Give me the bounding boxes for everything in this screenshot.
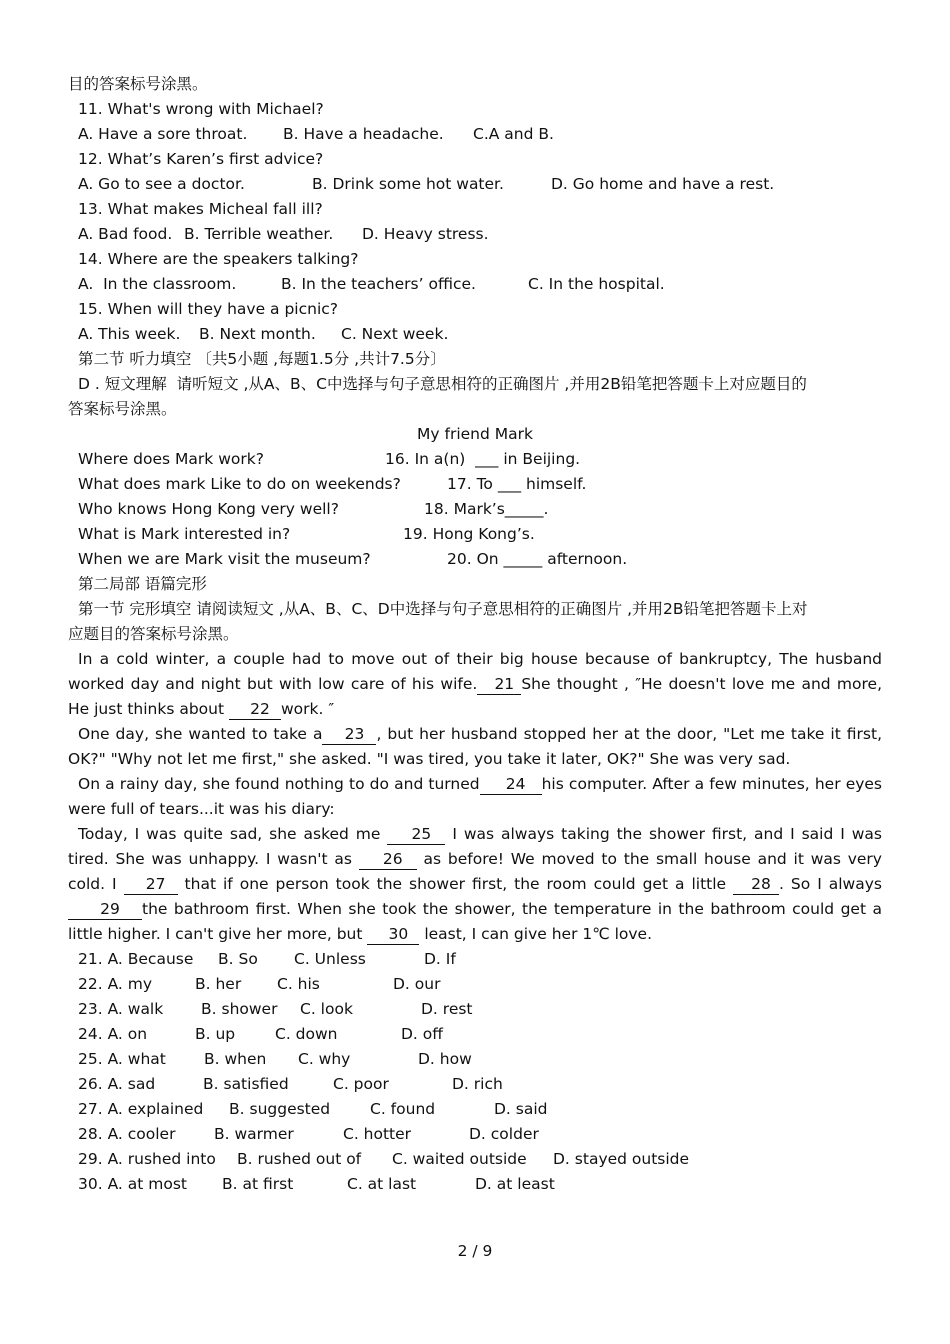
- cloze-instruction: 第一节 完形填空 请阅读短文 ,从A、B、C、D中选择与句子意思相符的正确图片 ,并用2B铅笔把答题卡上对: [78, 600, 808, 618]
- passage-text: his computer. After a few minutes, her eyes were full of tears...it was his diary:: [68, 775, 883, 818]
- cloze-options-25: [68, 1047, 882, 1072]
- option: B. at first: [222, 1175, 294, 1193]
- option: D. stayed outside: [553, 1150, 690, 1168]
- table-answer: 18. Mark’s_____.: [424, 500, 549, 518]
- passage-text: One day, she wanted to take a: [78, 725, 323, 743]
- option: B. So: [218, 950, 258, 968]
- table-question: What does mark Like to do on weekends?: [78, 475, 401, 493]
- cloze-options-21: [68, 947, 882, 972]
- option: C. found: [370, 1100, 436, 1118]
- blank-27: 27: [124, 874, 178, 895]
- options-12: [68, 172, 882, 197]
- blank-29: 29: [68, 899, 142, 920]
- instruction-tail: 目的答案标号涂黑。: [68, 75, 208, 93]
- options-14: [68, 272, 882, 297]
- option: C. look: [300, 1000, 353, 1018]
- cloze-options-26: [68, 1072, 882, 1097]
- option: B. Next month.: [199, 325, 316, 343]
- passage-paragraph: [68, 647, 882, 722]
- cloze-options-22: [68, 972, 882, 997]
- blank-25: 25: [387, 824, 445, 845]
- question-14: 14. Where are the speakers talking?: [78, 250, 359, 268]
- options-15: [68, 322, 882, 347]
- table-answer: 19. Hong Kong’s.: [403, 525, 535, 543]
- option: B. Drink some hot water.: [312, 175, 504, 193]
- option: B. shower: [201, 1000, 278, 1018]
- passage-text: the bathroom first. When she took the shower, the temperature in the bathroom could get a little higher. I can't give her more, but: [68, 900, 882, 943]
- table-question: When we are Mark visit the museum?: [78, 550, 371, 568]
- option: C. In the hospital.: [528, 275, 665, 293]
- table-row: [68, 522, 882, 547]
- passage-text: least, I can give her 1℃ love.: [419, 925, 652, 943]
- passage-text: that if one person took the shower first, the room could get a little: [177, 875, 734, 893]
- option: A. In the classroom.: [78, 275, 237, 293]
- option: D. rich: [452, 1075, 503, 1093]
- passage-text: On a rainy day, she found nothing to do and turned: [78, 775, 480, 793]
- table-question: Who knows Hong Kong very well?: [78, 500, 339, 518]
- option: B. up: [195, 1025, 236, 1043]
- passage-paragraph: [68, 722, 882, 772]
- option: 21. A. Because: [78, 950, 194, 968]
- options-11: [68, 122, 882, 147]
- option: 29. A. rushed into: [78, 1150, 216, 1168]
- option: 24. A. on: [78, 1025, 148, 1043]
- passage-text: , but her husband stopped her at the door, "Let me take it first, OK?" "Why not let me first," she asked. "I was tired, you take it later, OK?" She was very sad.: [68, 725, 883, 768]
- blank-21: 21: [477, 674, 521, 695]
- option: B. her: [195, 975, 242, 993]
- cloze-options-28: [68, 1122, 882, 1147]
- passage-text: She thought , ″He doesn't love me and more, He just thinks about: [68, 675, 882, 718]
- option: C. waited outside: [392, 1150, 527, 1168]
- option: D. at least: [475, 1175, 555, 1193]
- document-page: [68, 72, 882, 1197]
- table-answer: 17. To ___ himself.: [447, 475, 587, 493]
- cloze-options-27: [68, 1097, 882, 1122]
- cloze-options-23: [68, 997, 882, 1022]
- passage-text: . So I always: [779, 875, 882, 893]
- table-answer: 20. On _____ afternoon.: [447, 550, 628, 568]
- option: C. at last: [347, 1175, 417, 1193]
- option: A. This week.: [78, 325, 181, 343]
- option: C. Unless: [294, 950, 366, 968]
- passage-text: I was always taking the shower first, and I said I was tired. She was unhappy. I wasn't as: [68, 825, 883, 868]
- table-answer: 16. In a(n) ___ in Beijing.: [385, 450, 581, 468]
- passage-paragraph: [68, 772, 882, 822]
- passage-text: Today, I was quite sad, she asked me: [78, 825, 388, 843]
- option: C. Next week.: [341, 325, 449, 343]
- option: B. suggested: [229, 1100, 331, 1118]
- cloze-options-24: [68, 1022, 882, 1047]
- option: B. Have a headache.: [283, 125, 444, 143]
- cloze-options-30: [68, 1172, 882, 1197]
- passage-text: work. ″: [281, 700, 335, 718]
- cloze-instruction-cont: 应题目的答案标号涂黑。: [68, 625, 239, 643]
- option: 27. A. explained: [78, 1100, 204, 1118]
- blank-28: 28: [733, 874, 779, 895]
- option: D. how: [418, 1050, 472, 1068]
- option: D. Heavy stress.: [362, 225, 489, 243]
- option: D. our: [393, 975, 441, 993]
- option: C. why: [298, 1050, 351, 1068]
- blank-22: 22: [229, 699, 281, 720]
- table-row: [68, 547, 882, 572]
- option: A. Bad food.: [78, 225, 173, 243]
- option: 30. A. at most: [78, 1175, 187, 1193]
- option: D. colder: [469, 1125, 539, 1143]
- option: 22. A. my: [78, 975, 153, 993]
- option: 26. A. sad: [78, 1075, 156, 1093]
- table-row: [68, 497, 882, 522]
- passage-paragraph: [68, 822, 882, 947]
- option: 23. A. walk: [78, 1000, 164, 1018]
- option: D. rest: [421, 1000, 473, 1018]
- blank-26: 26: [359, 849, 417, 870]
- blank-30: 30: [367, 924, 419, 945]
- cloze-options-29: [68, 1147, 882, 1172]
- option: C. poor: [333, 1075, 389, 1093]
- option: D. Go home and have a rest.: [551, 175, 775, 193]
- blank-24: 24: [480, 774, 542, 795]
- page-number: 2 / 9: [457, 1242, 493, 1260]
- option: D. off: [401, 1025, 443, 1043]
- passage-text: In a cold winter, a couple had to move out of their big house because of bankruptcy, The husband worked day and night but with low care of his wife.: [68, 650, 882, 693]
- blank-23: 23: [322, 724, 376, 745]
- section-heading: 第二节 听力填空 〔共5小题 ,每题1.5分 ,共计7.5分〕: [78, 350, 446, 368]
- option: B. when: [204, 1050, 267, 1068]
- table-row: [68, 472, 882, 497]
- table-question: What is Mark interested in?: [78, 525, 291, 543]
- option: B. In the teachers’ office.: [281, 275, 476, 293]
- option: D. If: [424, 950, 456, 968]
- question-11: 11. What's wrong with Michael?: [78, 100, 324, 118]
- option: B. rushed out of: [237, 1150, 362, 1168]
- option: C. hotter: [343, 1125, 412, 1143]
- option: A. Have a sore throat.: [78, 125, 248, 143]
- part-heading: 第二局部 语篇完形: [78, 575, 207, 593]
- table-title: My friend Mark: [417, 425, 533, 443]
- section-instruction-cont: 答案标号涂黑。: [68, 400, 177, 418]
- passage-text: as before! We moved to the small house and it was very cold. I: [68, 850, 882, 893]
- option: C.A and B.: [473, 125, 554, 143]
- option: C. his: [277, 975, 320, 993]
- table-question: Where does Mark work?: [78, 450, 264, 468]
- option: B. Terrible weather.: [184, 225, 334, 243]
- option: B. satisfied: [203, 1075, 289, 1093]
- options-13: [68, 222, 882, 247]
- question-13: 13. What makes Micheal fall ill?: [78, 200, 323, 218]
- option: 28. A. cooler: [78, 1125, 176, 1143]
- question-12: 12. What’s Karen’s first advice?: [78, 150, 324, 168]
- question-15: 15. When will they have a picnic?: [78, 300, 339, 318]
- section-instruction: D . 短文理解 请听短文 ,从A、B、C中选择与句子意思相符的正确图片 ,并用2B铅笔把答题卡上对应题目的: [78, 375, 807, 393]
- option: D. said: [494, 1100, 548, 1118]
- option: A. Go to see a doctor.: [78, 175, 245, 193]
- option: 25. A. what: [78, 1050, 166, 1068]
- option: C. down: [275, 1025, 338, 1043]
- option: B. warmer: [214, 1125, 294, 1143]
- table-row: [68, 447, 882, 472]
